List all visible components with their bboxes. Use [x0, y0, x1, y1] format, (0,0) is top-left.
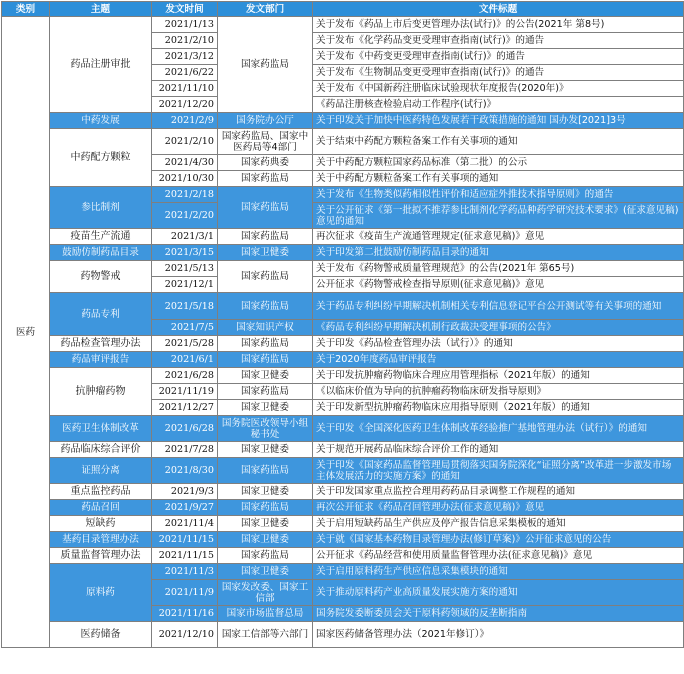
- department-cell: 国家卫健委: [218, 532, 313, 548]
- department-cell: 国务院办公厅: [218, 113, 313, 129]
- date-cell: 2021/4/30: [152, 155, 218, 171]
- date-cell: 2021/11/3: [152, 564, 218, 580]
- table-row: [2, 458, 684, 484]
- department-cell: 国家卫健委: [218, 400, 313, 416]
- department-cell: 国家卫健委: [218, 484, 313, 500]
- table-row: [2, 548, 684, 564]
- date-cell: 2021/5/28: [152, 336, 218, 352]
- topic-cell: 中药配方颗粒: [50, 129, 152, 187]
- title-cell: 关于发布《生物制品变更受理审查指南(试行)》的通告: [313, 65, 684, 81]
- title-cell: 关于印发《国家药品监督管理局贯彻落实国务院深化“证照分离”改革进一步激发市场主体发展活力的实施方案》的通知: [313, 458, 684, 484]
- title-cell: 关于印发抗肿瘤药物临床合理应用管理指标（2021年版）的通知: [313, 368, 684, 384]
- department-cell: 国家发改委、国家工信部: [218, 580, 313, 606]
- table-row: [2, 129, 684, 155]
- date-cell: 2021/5/18: [152, 293, 218, 320]
- title-cell: 关于发布《化学药品变更受理审查指南(试行)》的通告: [313, 33, 684, 49]
- title-cell: 关于启用原料药生产供应信息采集模块的通知: [313, 564, 684, 580]
- table-row: [2, 261, 684, 277]
- department-cell: 国家药监局: [218, 336, 313, 352]
- topic-cell: 质量监督管理办法: [50, 548, 152, 564]
- title-cell: 国家医药储备管理办法（2021年修订）》: [313, 622, 684, 648]
- title-cell: 关于药品专利纠纷早期解决机制相关专利信息登记平台公开测试等有关事项的通知: [313, 293, 684, 320]
- date-cell: 2021/1/13: [152, 17, 218, 33]
- date-cell: 2021/3/15: [152, 245, 218, 261]
- title-cell: 关于启用短缺药品生产供应及停产报告信息采集模板的通知: [313, 516, 684, 532]
- topic-cell: 原料药: [50, 564, 152, 622]
- department-cell: 国家市场监督总局: [218, 606, 313, 622]
- department-cell: 国家药典委: [218, 155, 313, 171]
- department-cell: 国家卫健委: [218, 245, 313, 261]
- department-cell: 国家知识产权: [218, 320, 313, 336]
- title-cell: 再次征求《疫苗生产流通管理规定(征求意见稿)》意见: [313, 229, 684, 245]
- date-cell: 2021/3/12: [152, 49, 218, 65]
- title-cell: 关于发布《生物类似药相似性评价和适应症外推技术指导原则》的通告: [313, 187, 684, 203]
- topic-cell: 鼓励仿制药品目录: [50, 245, 152, 261]
- department-cell: 国家药监局: [218, 261, 313, 293]
- department-cell: 国家工信部等六部门: [218, 622, 313, 648]
- date-cell: 2021/2/10: [152, 129, 218, 155]
- topic-cell: 证照分离: [50, 458, 152, 484]
- title-cell: 关于印发《全国深化医药卫生体制改革经验推广基地管理办法（试行）》的通知: [313, 416, 684, 442]
- title-cell: 关于发布《中国新药注册临床试验现状年度报告(2020年)》: [313, 81, 684, 97]
- title-cell: 关于发布《中药变更受理审查指南(试行)》的通告: [313, 49, 684, 65]
- date-cell: 2021/11/15: [152, 548, 218, 564]
- date-cell: 2021/12/27: [152, 400, 218, 416]
- header-row: [2, 2, 684, 17]
- department-cell: 国家卫健委: [218, 564, 313, 580]
- date-cell: 2021/7/28: [152, 442, 218, 458]
- title-cell: 《以临床价值为导向的抗肿瘤药物临床研发指导原则》: [313, 384, 684, 400]
- date-cell: 2021/11/16: [152, 606, 218, 622]
- date-cell: 2021/11/19: [152, 384, 218, 400]
- table-row: [2, 516, 684, 532]
- title-cell: 关于2020年度药品审评报告: [313, 352, 684, 368]
- topic-cell: 疫苗生产流通: [50, 229, 152, 245]
- topic-cell: 药品专利: [50, 293, 152, 336]
- table-row: [2, 484, 684, 500]
- title-cell: 公开征求《药品经营和使用质量监督管理办法(征求意见稿)》意见: [313, 548, 684, 564]
- department-cell: 国家药监局、国家中医药局等4部门: [218, 129, 313, 155]
- topic-cell: 药品审评报告: [50, 352, 152, 368]
- department-cell: 国家药监局: [218, 500, 313, 516]
- date-cell: 2021/2/10: [152, 33, 218, 49]
- date-cell: 2021/9/3: [152, 484, 218, 500]
- table-row: [2, 336, 684, 352]
- date-cell: 2021/9/27: [152, 500, 218, 516]
- topic-cell: 药品检查管理办法: [50, 336, 152, 352]
- table-row: [2, 245, 684, 261]
- title-cell: 《药品专利纠纷早期解决机制行政裁决受理事项的公告》: [313, 320, 684, 336]
- date-cell: 2021/6/22: [152, 65, 218, 81]
- date-cell: 2021/10/30: [152, 171, 218, 187]
- topic-cell: 医药储备: [50, 622, 152, 648]
- date-cell: 2021/2/20: [152, 203, 218, 229]
- header-topic: 主题: [50, 2, 152, 17]
- topic-cell: 参比制剂: [50, 187, 152, 229]
- title-cell: 关于印发第二批鼓励仿制药品目录的通知: [313, 245, 684, 261]
- department-cell: 国家药监局: [218, 548, 313, 564]
- table-row: [2, 368, 684, 384]
- date-cell: 2021/3/1: [152, 229, 218, 245]
- title-cell: 再次公开征求《药品召回管理办法(征求意见稿)》意见: [313, 500, 684, 516]
- topic-cell: 中药发展: [50, 113, 152, 129]
- department-cell: 国家药监局: [218, 458, 313, 484]
- table-row: [2, 416, 684, 442]
- header-category: 类别: [2, 2, 50, 17]
- date-cell: 2021/8/30: [152, 458, 218, 484]
- topic-cell: 药品召回: [50, 500, 152, 516]
- date-cell: 2021/7/5: [152, 320, 218, 336]
- date-cell: 2021/2/9: [152, 113, 218, 129]
- date-cell: 2021/11/9: [152, 580, 218, 606]
- date-cell: 2021/11/15: [152, 532, 218, 548]
- title-cell: 国务院发委断委员会关于原料药领域的反垄断指南: [313, 606, 684, 622]
- topic-cell: 抗肿瘤药物: [50, 368, 152, 416]
- table-row: [2, 113, 684, 129]
- table-row: [2, 564, 684, 580]
- table-row: [2, 187, 684, 203]
- date-cell: 2021/12/20: [152, 97, 218, 113]
- topic-cell: 重点监控药品: [50, 484, 152, 500]
- date-cell: 2021/11/4: [152, 516, 218, 532]
- header-department: 发文部门: [218, 2, 313, 17]
- department-cell: 国务院医改领导小组秘书处: [218, 416, 313, 442]
- table-row: [2, 442, 684, 458]
- date-cell: 2021/12/1: [152, 277, 218, 293]
- department-cell: 国家药监局: [218, 352, 313, 368]
- title-cell: 关于印发国家重点监控合理用药药品目录调整工作规程的通知: [313, 484, 684, 500]
- title-cell: 公开征求《药物警戒检查指导原则(征求意见稿)》意见: [313, 277, 684, 293]
- title-cell: 关于结束中药配方颗粒备案工作有关事项的通知: [313, 129, 684, 155]
- table-row: [2, 229, 684, 245]
- header-date: 发文时间: [152, 2, 218, 17]
- title-cell: 关于中药配方颗粒国家药品标准（第二批）的公示: [313, 155, 684, 171]
- department-cell: 国家药监局: [218, 17, 313, 113]
- title-cell: 关于中药配方颗粒备案工作有关事项的通知: [313, 171, 684, 187]
- department-cell: 国家药监局: [218, 171, 313, 187]
- table-row: [2, 622, 684, 648]
- date-cell: 2021/11/10: [152, 81, 218, 97]
- title-cell: 关于公开征求《第一批拟不推荐参比制剂化学药品种药学研究技术要求》(征求意见稿)意见的通知: [313, 203, 684, 229]
- title-cell: 关于发布《药物警戒质量管理规范》的公告(2021年 第65号): [313, 261, 684, 277]
- department-cell: 国家卫健委: [218, 516, 313, 532]
- date-cell: 2021/6/28: [152, 368, 218, 384]
- department-cell: 国家药监局: [218, 187, 313, 229]
- title-cell: 关于印发《药品检查管理办法（试行）》的通知: [313, 336, 684, 352]
- topic-cell: 基药目录管理办法: [50, 532, 152, 548]
- date-cell: 2021/6/28: [152, 416, 218, 442]
- department-cell: 国家卫健委: [218, 442, 313, 458]
- title-cell: 关于印发关于加快中医药特色发展若干政策措施的通知 国办发[2021]3号: [313, 113, 684, 129]
- department-cell: 国家药监局: [218, 293, 313, 320]
- department-cell: 国家药监局: [218, 384, 313, 400]
- date-cell: 2021/12/10: [152, 622, 218, 648]
- title-cell: 关于就《国家基本药物目录管理办法(修订草案)》公开征求意见的公告: [313, 532, 684, 548]
- table-row: [2, 17, 684, 33]
- table-row: [2, 352, 684, 368]
- table-row: [2, 500, 684, 516]
- date-cell: 2021/6/1: [152, 352, 218, 368]
- title-cell: 关于印发新型抗肿瘤药物临床应用指导原则（2021年版）的通知: [313, 400, 684, 416]
- topic-cell: 短缺药: [50, 516, 152, 532]
- title-cell: 关于推动原料药产业高质量发展实施方案的通知: [313, 580, 684, 606]
- department-cell: 国家药监局: [218, 229, 313, 245]
- topic-cell: 药品注册审批: [50, 17, 152, 113]
- header-title: 文件标题: [313, 2, 684, 17]
- table-row: [2, 532, 684, 548]
- policy-table: [1, 1, 684, 648]
- topic-cell: 药品临床综合评价: [50, 442, 152, 458]
- date-cell: 2021/5/13: [152, 261, 218, 277]
- category-cell: 医药: [2, 17, 50, 648]
- topic-cell: 药物警戒: [50, 261, 152, 293]
- date-cell: 2021/2/18: [152, 187, 218, 203]
- title-cell: 关于规范开展药品临床综合评价工作的通知: [313, 442, 684, 458]
- topic-cell: 医药卫生体制改革: [50, 416, 152, 442]
- title-cell: 关于发布《药品上市后变更管理办法(试行)》的公告(2021年 第8号): [313, 17, 684, 33]
- title-cell: 《药品注册核查检验启动工作程序(试行)》: [313, 97, 684, 113]
- department-cell: 国家卫健委: [218, 368, 313, 384]
- table-row: [2, 293, 684, 320]
